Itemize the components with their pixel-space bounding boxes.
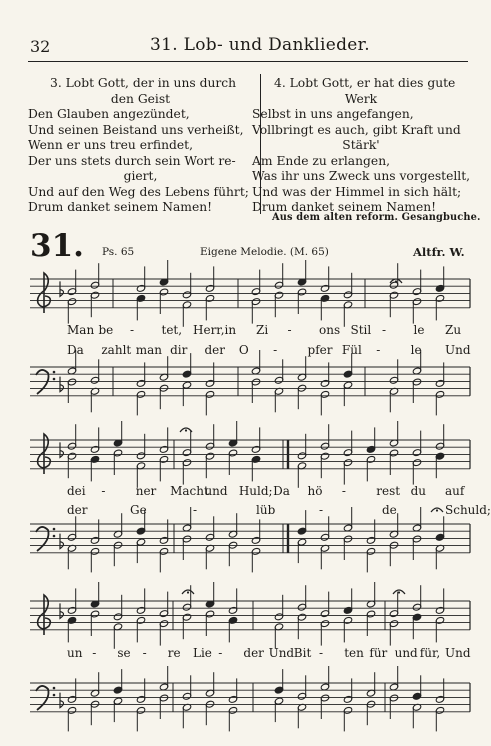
lyric-syllable: in — [224, 323, 237, 337]
verse-line: Drum danket seinem Namen! — [28, 200, 213, 214]
bass-clef — [36, 370, 49, 394]
lyric-syllable: de — [382, 503, 397, 517]
fermata-dot — [398, 591, 400, 593]
lyric-syllable: O — [238, 343, 249, 357]
lyric-syllable: für — [369, 646, 388, 660]
bass-clef — [36, 686, 49, 710]
lyric-syllable: Man — [67, 323, 95, 337]
verse-line: Werk — [344, 91, 378, 106]
fermata-dot — [395, 280, 397, 282]
lyric-syllable: - — [273, 343, 278, 357]
verse-line: 3. Lobt Gott, der in uns durch — [50, 76, 237, 90]
lyric-syllable: der — [204, 343, 225, 357]
lyric-syllable: Huld; — [238, 484, 273, 498]
lyric-syllable: se — [117, 646, 131, 660]
verse-line: Und auf den Weg des Lebens führt; — [28, 184, 249, 199]
lyric-syllable: - — [218, 646, 223, 660]
bass-clef-dot — [53, 378, 56, 381]
verse-line: Wenn er uns treu erfindet, — [28, 138, 193, 152]
verse-line: Drum danket seinem Namen! — [252, 200, 437, 214]
lyric-syllable: Und — [445, 646, 471, 660]
flat-sign — [60, 281, 64, 296]
tune-reference: Altfr. W. — [413, 245, 465, 259]
flat-sign — [60, 534, 64, 549]
bass-clef-dot — [53, 535, 56, 538]
lyric-syllable: für, — [419, 646, 441, 660]
lyric-syllable: Lie — [193, 646, 212, 660]
lyric-syllable: man — [135, 343, 162, 357]
lyric-syllable: - — [130, 323, 135, 337]
hymn-number: 31. — [30, 228, 84, 264]
lyric-syllable: zahlt — [101, 343, 132, 357]
verse-line: Was ihr uns Zweck uns vorgestellt, — [252, 169, 471, 183]
lyric-syllable: und — [394, 646, 418, 660]
fermata-dot — [185, 429, 187, 431]
verse-line: den Geist — [110, 91, 171, 106]
lyric-syllable: Macht — [170, 484, 209, 498]
verse-line: Selbst in uns angefangen, — [252, 107, 414, 121]
lyric-syllable: - — [382, 323, 387, 337]
lyric-syllable: le — [413, 323, 425, 337]
lyric-syllable: rest — [376, 484, 401, 498]
bass-clef-dot — [53, 694, 56, 697]
lyric-syllable: dir — [170, 343, 188, 357]
bass-clef — [36, 527, 49, 551]
lyric-syllable: Fül — [341, 343, 362, 357]
lyric-syllable: Schuld; — [445, 503, 491, 517]
lyric-syllable: - — [101, 484, 106, 498]
verse-line: Der uns stets durch sein Wort re- — [28, 153, 236, 168]
lyric-syllable: Und — [445, 343, 471, 357]
lyric-syllable: Da — [67, 343, 84, 357]
lyric-syllable: pfer — [307, 343, 333, 357]
bass-clef-dot — [53, 528, 56, 531]
lyric-syllable: Ge — [130, 503, 147, 517]
lyric-syllable: Stil — [350, 323, 372, 337]
lyric-syllable: - — [287, 323, 292, 337]
fermata-dot — [187, 591, 189, 593]
verse-line: giert, — [123, 169, 158, 183]
verse-line: Vollbringt es auch, gibt Kraft und — [252, 122, 461, 137]
lyric-syllable: Zu — [445, 323, 462, 337]
lyric-syllable: du — [410, 484, 427, 498]
lyric-syllable: Herr, — [193, 323, 225, 337]
lyric-syllable: Und — [268, 646, 295, 660]
lyric-syllable: - — [319, 646, 324, 660]
melody-reference: Eigene Melodie. (M. 65) — [200, 246, 329, 258]
lyric-syllable: lüb — [256, 503, 276, 517]
verse-line: Und was der Himmel in sich hält; — [252, 184, 462, 199]
verse-line: Den Glauben angezündet, — [28, 107, 190, 121]
lyric-syllable: tet, — [161, 323, 183, 337]
lyric-syllable: - — [341, 484, 346, 498]
lyric-syllable: dei — [67, 484, 86, 498]
lyric-syllable: - — [376, 343, 381, 357]
flat-sign — [60, 377, 64, 392]
lyric-syllable: ner — [135, 484, 157, 498]
flat-sign — [60, 442, 64, 457]
section-title: 31. Lob- und Danklieder. — [150, 35, 370, 55]
bass-clef-dot — [53, 687, 56, 690]
lyric-syllable: hö — [307, 484, 323, 498]
lyric-syllable: le — [410, 343, 422, 357]
bass-clef-dot — [53, 371, 56, 374]
psalm-reference: Ps. 65 — [102, 246, 135, 258]
verse-line: Stärk' — [342, 138, 380, 152]
lyric-syllable: auf — [445, 484, 465, 498]
lyric-syllable: der — [67, 503, 88, 517]
page-number: 32 — [30, 37, 51, 56]
lyric-syllable: ten — [344, 646, 364, 660]
verse-line: Am Ende zu erlangen, — [252, 153, 391, 168]
lyric-syllable: - — [319, 503, 324, 517]
hymn-source: Aus dem alten reform. Gesangbuche. — [272, 212, 481, 223]
lyric-syllable: be — [98, 323, 114, 337]
verse-line: Und seinen Beistand uns verheißt, — [28, 122, 244, 137]
flat-sign — [60, 693, 64, 708]
lyric-syllable: und — [204, 484, 228, 498]
lyric-syllable: un — [67, 646, 83, 660]
lyric-syllable: Da — [273, 484, 290, 498]
lyric-syllable: re — [167, 646, 181, 660]
lyric-syllable: - — [142, 646, 147, 660]
flat-sign — [60, 603, 64, 618]
verse-line: 4. Lobt Gott, er hat dies gute — [274, 76, 456, 90]
lyric-syllable: Bit — [293, 646, 312, 660]
lyric-syllable: - — [193, 503, 198, 517]
lyric-syllable: - — [92, 646, 97, 660]
fermata-dot — [436, 509, 438, 511]
lyric-syllable: Zi — [256, 323, 269, 337]
lyric-syllable: der — [243, 646, 264, 660]
lyric-syllable: ons — [319, 323, 341, 337]
